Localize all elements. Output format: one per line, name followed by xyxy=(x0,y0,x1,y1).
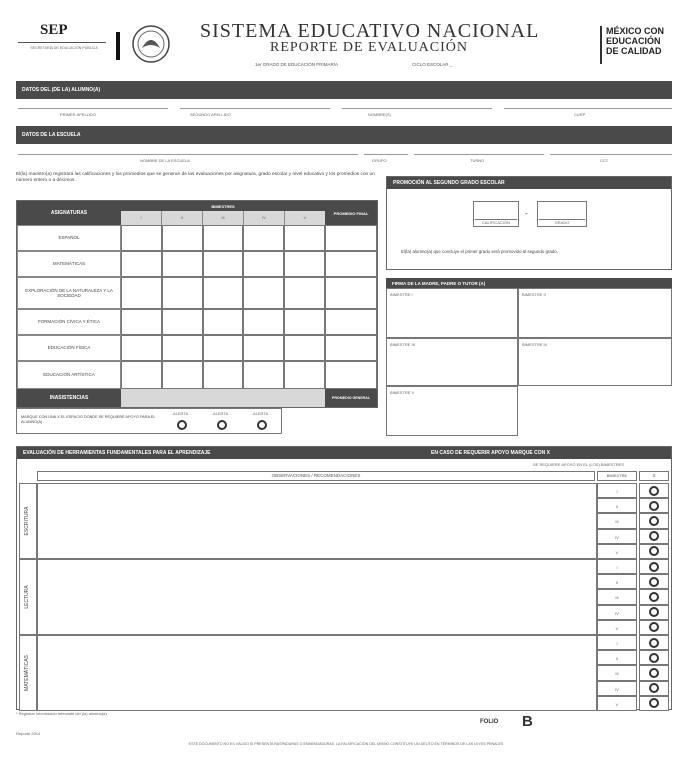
eagle-seal-icon xyxy=(126,24,176,64)
final-grade-cell[interactable] xyxy=(325,361,377,389)
subject-label: EDUCACIÓN ARTÍSTICA xyxy=(17,361,121,389)
student-data-bar: DATOS DEL (DE LA) ALUMNO(A) xyxy=(16,81,672,99)
grade-cell[interactable] xyxy=(121,309,162,335)
field-label-curp: CURP xyxy=(574,112,586,117)
grade-cell[interactable] xyxy=(203,361,244,389)
grade-cell[interactable] xyxy=(284,225,325,251)
fundamentals-subheader: SE REQUIERE APOYO EN EL (LOS) BIMESTRES xyxy=(533,462,624,467)
alert-box xyxy=(16,408,282,434)
observations-area[interactable] xyxy=(37,559,597,635)
grade-cell[interactable] xyxy=(162,251,203,277)
bimester-cell: III xyxy=(597,665,637,680)
page-subtitle: REPORTE DE EVALUACIÓN xyxy=(270,40,469,55)
grades-table xyxy=(16,200,378,408)
bimester-cell: II xyxy=(597,574,637,589)
signature-cell-1[interactable]: BIMESTRE I xyxy=(386,288,518,338)
signature-cell-2[interactable]: BIMESTRE II xyxy=(518,288,672,338)
support-radio[interactable] xyxy=(649,577,659,587)
final-header: PROMEDIO FINAL xyxy=(325,201,377,225)
field-label-group: GRUPO xyxy=(372,158,387,163)
form-code: Reporte 2014 xyxy=(16,731,41,736)
grade-cell[interactable] xyxy=(284,251,325,277)
subject-label: MATEMÁTICAS xyxy=(17,251,121,277)
grade-cell[interactable] xyxy=(243,361,284,389)
section-label: MATEMÁTICAS xyxy=(24,655,30,691)
final-grade-cell[interactable] xyxy=(325,335,377,361)
support-radio[interactable] xyxy=(649,668,659,678)
promotion-bar: PROMOCIÓN AL SEGUNDO GRADO ESCOLAR xyxy=(387,177,671,189)
bimester-cell: II xyxy=(597,498,637,513)
fundamentals-support: EN CASO DE REQUERIR APOYO MARQUE CON X xyxy=(431,450,550,456)
signatures-box xyxy=(386,278,672,436)
alert-radio-2[interactable] xyxy=(217,420,227,430)
subject-label: FORMACIÓN CÍVICA Y ÉTICA xyxy=(17,309,121,335)
period-col-4: IV xyxy=(244,211,285,225)
sep-label: SEP xyxy=(40,22,68,38)
field-label-last-name-2: SEGUNDO APELLIDO xyxy=(190,112,231,117)
bimester-cell: III xyxy=(597,513,637,528)
bimester-cell: IV xyxy=(597,681,637,696)
grade-cell[interactable] xyxy=(162,361,203,389)
bimester-cell: I xyxy=(597,483,637,498)
grade-cell[interactable] xyxy=(243,277,284,309)
bimester-cell: V xyxy=(597,544,637,559)
bimester-cell: I xyxy=(597,559,637,574)
alert-radio-3[interactable] xyxy=(257,420,267,430)
subject-label: EDUCACIÓN FÍSICA xyxy=(17,335,121,361)
sep-bar-icon xyxy=(116,32,120,60)
page-title: SISTEMA EDUCATIVO NACIONAL xyxy=(200,20,540,42)
periods-header: BIMESTRES xyxy=(121,201,325,211)
grade-cell[interactable] xyxy=(243,335,284,361)
grade-cell[interactable] xyxy=(243,225,284,251)
grade-cell[interactable] xyxy=(121,335,162,361)
grade-cell[interactable] xyxy=(162,309,203,335)
fundamentals-bar xyxy=(17,447,671,459)
brand-line-2: EDUCACIÓN xyxy=(606,36,661,46)
grade-cell[interactable] xyxy=(203,309,244,335)
brand-logo xyxy=(600,26,676,64)
section-label: LECTURA xyxy=(24,585,30,609)
period-col-2: II xyxy=(162,211,203,225)
final-grade-cell[interactable] xyxy=(325,251,377,277)
grade-cell[interactable] xyxy=(203,335,244,361)
intro-text: El(la) maestro(a) registrará las calificaciones y los promedios que se generan de las evaluaciones por asignatura, grado escolar y nivel educativo y los promedios con un número entero o a décimos. xyxy=(16,172,375,183)
grade-cell[interactable] xyxy=(284,309,325,335)
observations-header: OBSERVACIONES / RECOMENDACIONES xyxy=(37,471,595,481)
support-radio[interactable] xyxy=(649,638,659,648)
bimester-cell: V xyxy=(597,620,637,635)
alert-label-1: ALERTA xyxy=(173,411,189,416)
grade-cell[interactable] xyxy=(243,309,284,335)
bimester-cell: IV xyxy=(597,605,637,620)
grade-cell[interactable] xyxy=(162,277,203,309)
grade-cell[interactable] xyxy=(121,251,162,277)
alert-text: MARQUE CON UNA X EL ESPACIO DONDE SE REQUIERE APOYO PARA EL ALUMNO(A) xyxy=(21,415,156,424)
grade-cell[interactable] xyxy=(121,277,162,309)
grade-cell[interactable] xyxy=(121,361,162,389)
signature-cell-3[interactable]: BIMESTRE III xyxy=(386,338,518,386)
folio-value: B xyxy=(522,713,533,730)
support-radio[interactable] xyxy=(649,486,659,496)
field-label-last-name-1: PRIMER APELLIDO xyxy=(60,112,97,117)
promotion-box2-label: GRADO xyxy=(539,219,585,225)
alert-label-2: ALERTA xyxy=(213,411,229,416)
observations-area[interactable] xyxy=(37,483,597,559)
field-label-name: NOMBRE(S) xyxy=(368,112,391,117)
school-cycle: CICLO ESCOLAR _ xyxy=(412,62,453,67)
observations-area[interactable] xyxy=(37,635,597,711)
brand-line-1: MÉXICO CON xyxy=(606,26,665,36)
signature-cell-5[interactable]: BIMESTRE V xyxy=(386,386,518,436)
support-radio[interactable] xyxy=(649,592,659,602)
school-data-bar: DATOS DE LA ESCUELA xyxy=(16,126,672,144)
support-radio[interactable] xyxy=(649,562,659,572)
grade-cell[interactable] xyxy=(203,277,244,309)
promotion-box1-label: CALIFICACIÓN xyxy=(475,219,517,225)
fundamentals-title: EVALUACIÓN DE HERRAMIENTAS FUNDAMENTALES PARA EL APRENDIZAJE xyxy=(23,450,211,456)
folio-label: FOLIO xyxy=(480,719,499,725)
sep-sublabel: SECRETARÍA DE EDUCACIÓN PÚBLICA xyxy=(30,46,98,50)
promotion-dash: - xyxy=(525,209,528,218)
period-col-1: I xyxy=(121,211,162,225)
x-header: X xyxy=(639,471,669,481)
support-radio[interactable] xyxy=(649,653,659,663)
alert-radio-1[interactable] xyxy=(177,420,187,430)
field-label-cct: CCT xyxy=(600,158,609,163)
final-grade-cell[interactable] xyxy=(325,309,377,335)
bimester-cell: III xyxy=(597,589,637,604)
section-label: ESCRITURA xyxy=(24,506,30,536)
grade-cell[interactable] xyxy=(284,361,325,389)
field-label-school-name: NOMBRE DE LA ESCUELA xyxy=(140,158,190,163)
subject-label: EXPLORACIÓN DE LA NATURALEZA Y LA SOCIEDAD xyxy=(17,277,121,309)
field-label-shift: TURNO xyxy=(470,158,485,163)
grade-cell[interactable] xyxy=(203,225,244,251)
bimester-cell: IV xyxy=(597,529,637,544)
grade-cell[interactable] xyxy=(121,225,162,251)
subjects-header: ASIGNATURAS xyxy=(17,201,121,225)
promotion-box xyxy=(386,176,672,270)
alert-label-3: ALERTA xyxy=(253,411,269,416)
final-grade-cell[interactable] xyxy=(325,225,377,251)
absences-label: INASISTENCIAS xyxy=(17,389,121,407)
fundamentals-box xyxy=(16,446,672,710)
footer-note: * Registrar información relevante del (la) alumno(a) xyxy=(16,711,107,716)
grade-cell[interactable] xyxy=(243,251,284,277)
promotion-note: El(la) alumno(a) que concluye el primer grado será promovido al segundo grado. xyxy=(401,249,558,254)
signature-cell-4[interactable]: BIMESTRE IV xyxy=(518,338,672,386)
bimester-cell: II xyxy=(597,650,637,665)
grade-cell[interactable] xyxy=(162,225,203,251)
sep-logo xyxy=(12,22,104,60)
grade-cell[interactable] xyxy=(162,335,203,361)
grade-cell[interactable] xyxy=(284,277,325,309)
brand-line-3: DE CALIDAD xyxy=(606,46,662,56)
support-radio[interactable] xyxy=(649,501,659,511)
period-col-3: III xyxy=(203,211,244,225)
bimester-cell: V xyxy=(597,696,637,711)
grade-cell[interactable] xyxy=(284,335,325,361)
period-col-5: V xyxy=(303,215,307,220)
bimester-header: BIMESTRE xyxy=(597,471,637,481)
legal-text: ESTE DOCUMENTO NO ES VÁLIDO SI PRESENTA RASPADURAS O ENMENDADURAS. LA FALSIFICACIÓN DEL MISMO CONSTITUYE UN DELITO EN TÉRMINOS DE LAS LEYES PENALES xyxy=(188,742,504,746)
bimester-cell: I xyxy=(597,635,637,650)
support-radio[interactable] xyxy=(649,516,659,526)
general-average-label: PROMEDIO GENERAL xyxy=(325,389,377,407)
signatures-bar: FIRMA DE LA MADRE, PADRE O TUTOR (A) xyxy=(386,278,672,288)
subject-label: ESPAÑOL xyxy=(17,225,121,251)
grade-line: 1er GRADO DE EDUCACIÓN PRIMARIA xyxy=(255,62,339,67)
final-grade-cell[interactable] xyxy=(325,277,377,309)
grade-cell[interactable] xyxy=(203,251,244,277)
